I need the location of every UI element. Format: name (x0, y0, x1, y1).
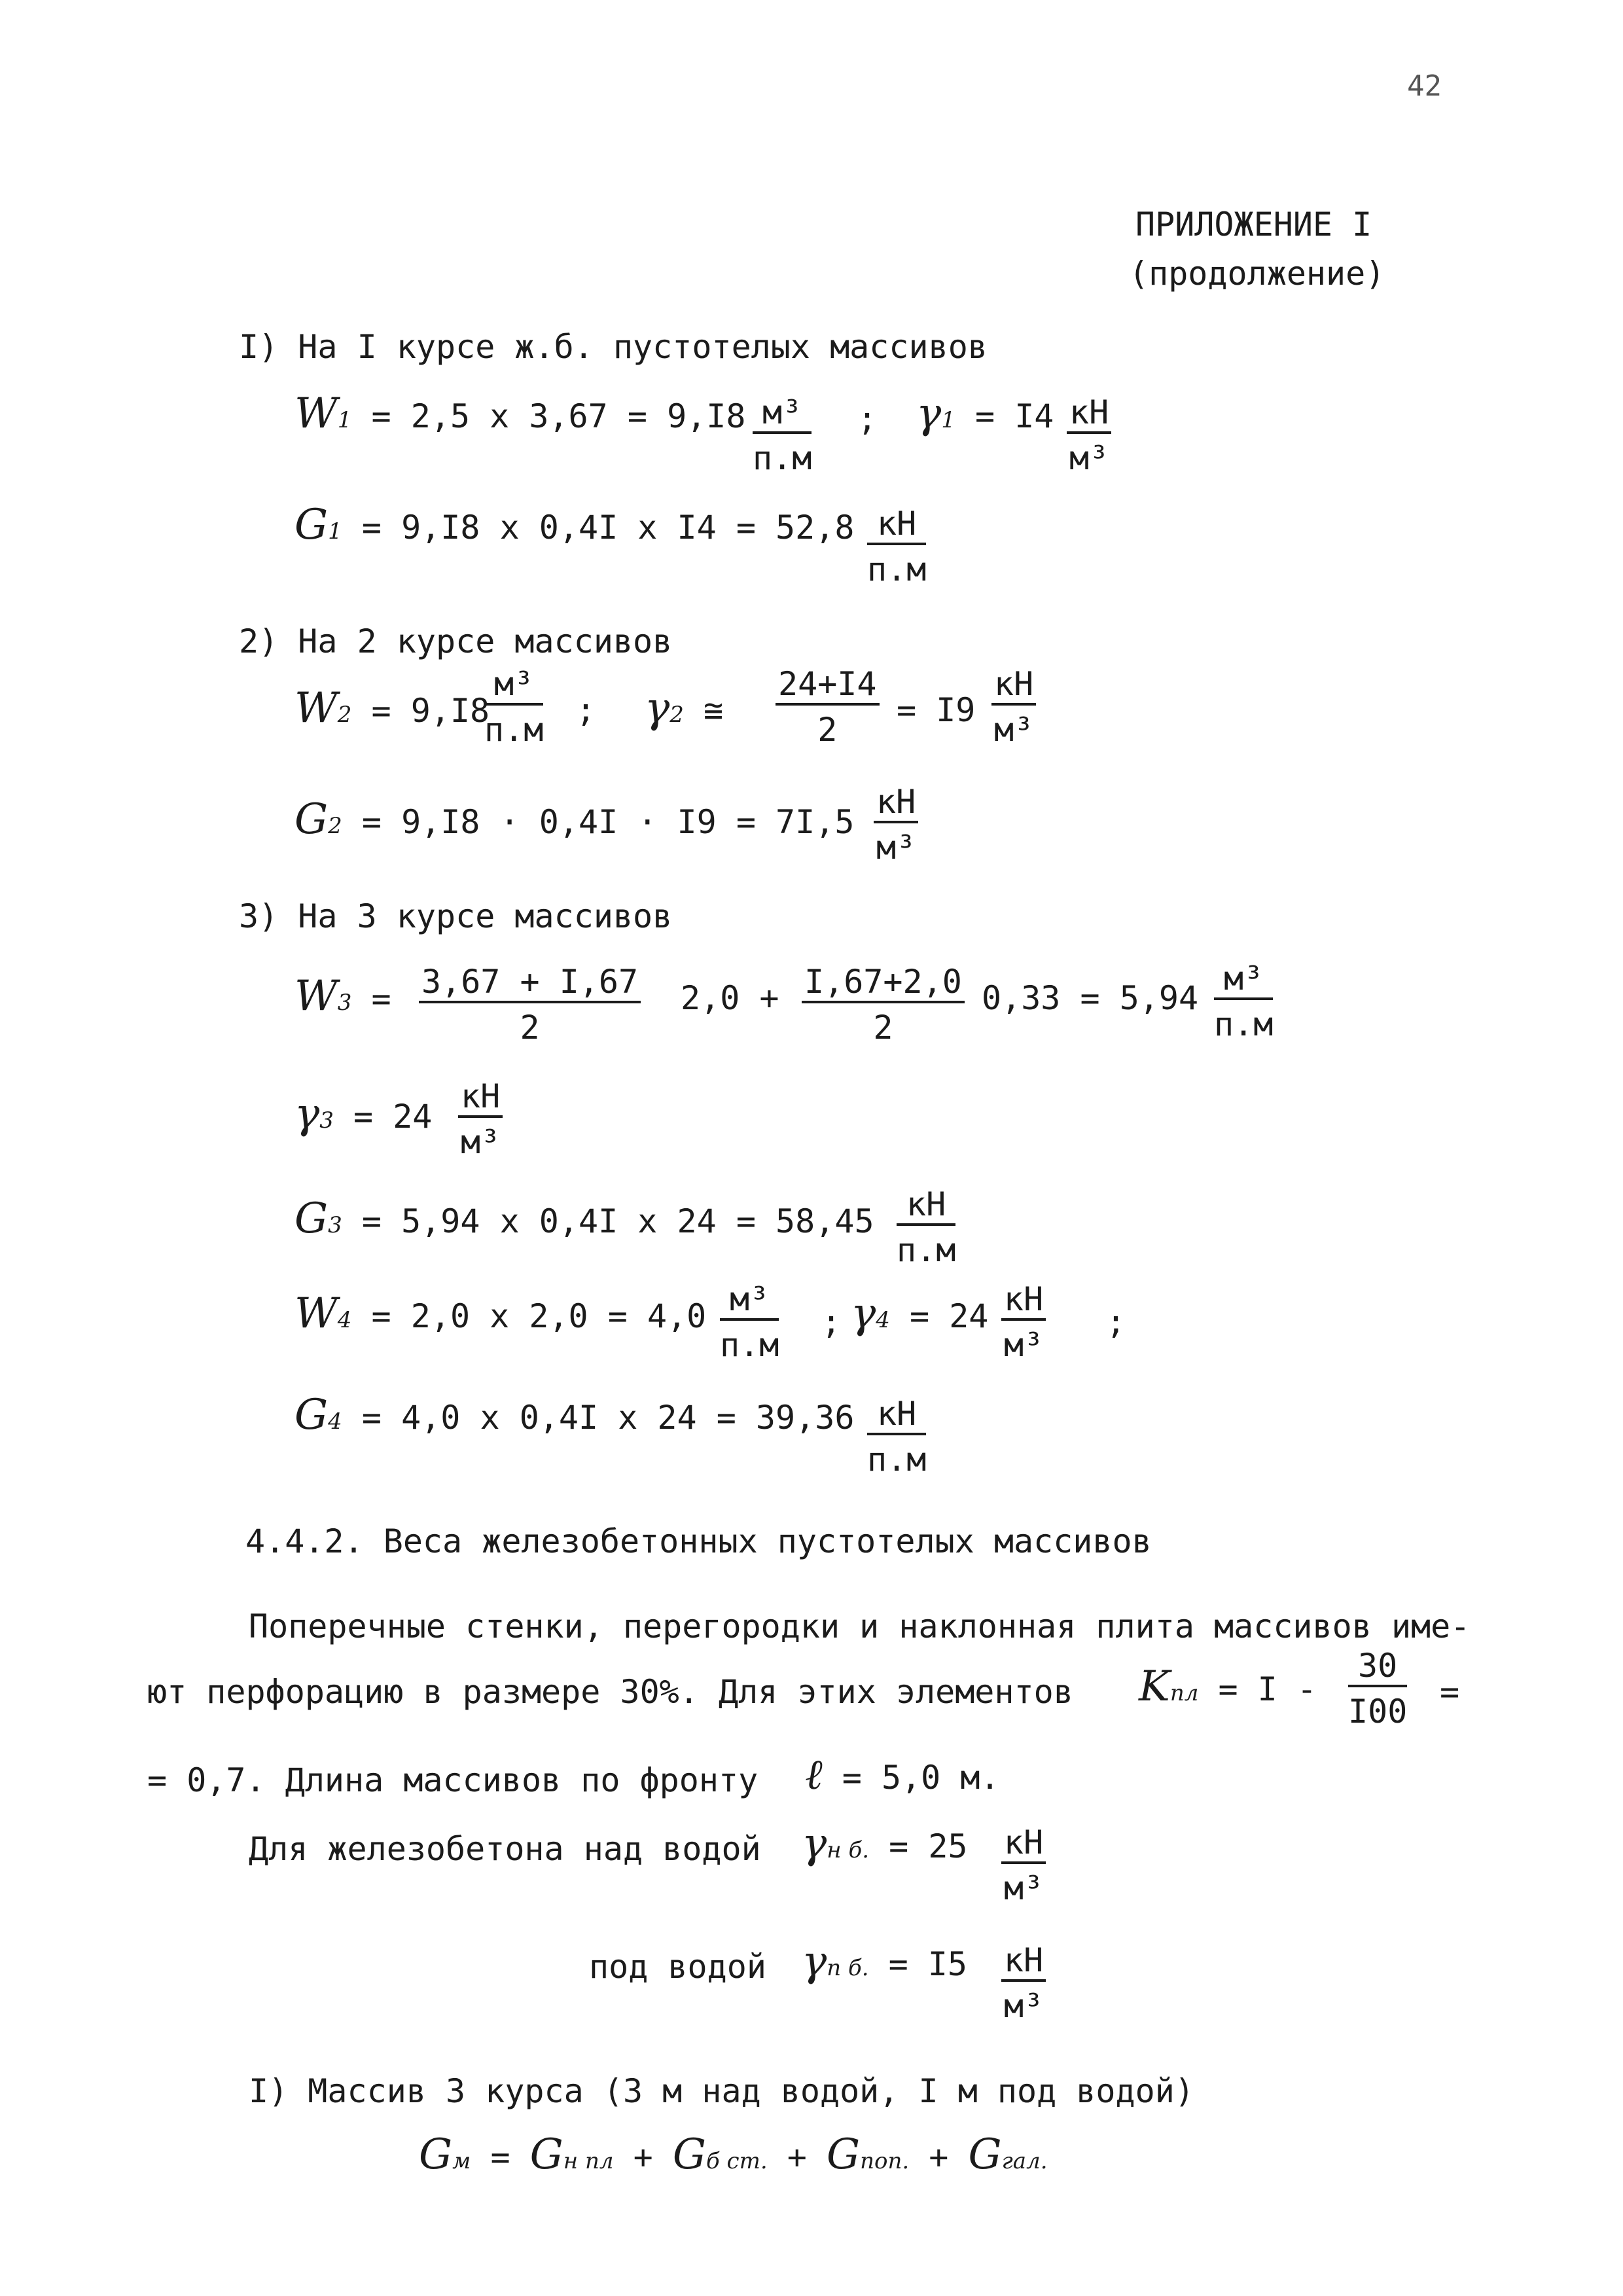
s1-gamma-unit (1067, 393, 1111, 477)
plus-sign: + (929, 2138, 949, 2176)
s1-title: I) На I курсе ж.б. пустотелых массивов (239, 328, 988, 366)
unit-denominator: м³ (461, 1123, 501, 1161)
s3-gamma4-unit (1001, 1280, 1046, 1364)
l-symbol: ℓ (805, 1751, 823, 1799)
gamma-symbol: γ (851, 1289, 876, 1338)
s3-w-unit (1214, 962, 1273, 1041)
unit-denominator: п.м (1214, 1005, 1274, 1043)
G-symbol: G (294, 1194, 329, 1243)
fraction-numerator: I,67+2,0 (802, 965, 965, 1003)
plus-sign: + (787, 2138, 807, 2176)
unit-denominator: м³ (1004, 1869, 1044, 1907)
above-water-label: Для железобетона над водой (249, 1830, 761, 1868)
s3-fraction-1 (419, 963, 641, 1047)
fraction-numerator: 30 (1348, 1649, 1407, 1687)
page-number: 42 (1407, 69, 1442, 103)
appendix-subtitle: (продолжение) (1129, 255, 1385, 293)
s3-w4-separator: ; (821, 1303, 842, 1341)
s2-gamma-unit (991, 665, 1036, 749)
w-expression: = 9,I8 (371, 692, 490, 730)
below-water-formula (802, 1937, 968, 1986)
G-subscript: 1 (328, 518, 342, 545)
w-subscript: 1 (337, 407, 352, 433)
unit-numerator: кН (867, 1397, 926, 1435)
gamma-subscript: п б. (827, 1955, 869, 1981)
plus-sign: + (633, 2138, 653, 2176)
fraction-numerator: 3,67 + I,67 (419, 965, 641, 1003)
unit-denominator: м³ (994, 711, 1034, 749)
G-subscript: 3 (328, 1212, 342, 1238)
k-formula (1139, 1662, 1317, 1711)
G-term-3-subscript: поп. (860, 2148, 910, 2174)
gamma-subscript: н б. (827, 1837, 870, 1863)
unit-denominator: п.м (720, 1326, 779, 1364)
s1-w-unit (753, 393, 812, 477)
gamma-symbol: γ (802, 1937, 827, 1986)
above-water-formula (802, 1820, 968, 1868)
s3-fraction-2 (802, 963, 965, 1047)
s3-term-1: 2,0 + (681, 979, 779, 1017)
k-tail: = (1440, 1673, 1460, 1711)
s3-w4-unit (720, 1280, 779, 1364)
unit-numerator: м³ (484, 668, 543, 706)
below-water-label: под водой (589, 1948, 766, 1986)
w-symbol: W (294, 684, 338, 732)
G-expression: = 5,94 x 0,4I x 24 = 58,45 (361, 1202, 874, 1240)
s2-gamma-symbol-group (645, 684, 724, 732)
s1-w-formula (294, 389, 746, 438)
unit-denominator: п.м (897, 1231, 956, 1269)
gamma-subscript: 4 (876, 1307, 890, 1333)
s3-G-formula (294, 1194, 874, 1243)
k-expression: = I - (1218, 1670, 1317, 1708)
approx-sign: ≅ (704, 692, 724, 730)
k-fraction (1348, 1647, 1408, 1731)
s3-G4-unit (867, 1395, 927, 1479)
gamma-symbol: γ (294, 1090, 320, 1138)
s3-gamma4-separator: ; (1106, 1303, 1126, 1341)
w-symbol: W (294, 389, 338, 438)
appendix-title: ПРИЛОЖЕНИЕ I (1135, 206, 1372, 243)
unit-numerator: м³ (753, 396, 812, 434)
s2-w-unit (484, 665, 544, 749)
fraction-denominator: I00 (1348, 1693, 1408, 1731)
fraction-numerator: 24+I4 (776, 668, 880, 706)
s3-gamma-unit (458, 1077, 503, 1161)
G-subscript: 2 (328, 813, 342, 839)
w-subscript: 2 (337, 702, 352, 728)
s1-G-unit (867, 507, 926, 586)
unit-denominator: м³ (1004, 1987, 1044, 2025)
gamma-subscript: 1 (941, 407, 955, 433)
s2-separator: ; (576, 691, 596, 729)
s1-gamma-formula (916, 389, 1054, 438)
G-term-1-subscript: н пл (563, 2148, 614, 2174)
fraction-denominator: 2 (520, 1009, 540, 1047)
gamma-symbol: γ (916, 389, 942, 438)
unit-numerator: кН (897, 1188, 955, 1226)
l-expression: = 5,0 м. (842, 1759, 1000, 1797)
w-symbol: W (294, 1289, 338, 1338)
s2-gamma-result: = I9 (897, 691, 976, 729)
G-term-4: G (968, 2130, 1002, 2179)
unit-denominator: п.м (753, 439, 812, 477)
gamma-expression: = 24 (353, 1098, 433, 1136)
unit-denominator: п.м (867, 1441, 927, 1479)
s2-G-unit (874, 783, 918, 867)
unit-numerator: кН (1001, 1826, 1046, 1864)
G-term-2-subscript: б ст. (705, 2148, 768, 2174)
unit-denominator: п.м (867, 550, 927, 588)
s3-gamma-formula (294, 1090, 433, 1138)
gamma-symbol: γ (802, 1820, 827, 1868)
s3-G4-formula (294, 1391, 855, 1439)
below-water-unit (1001, 1941, 1046, 2025)
s2-title: 2) На 2 курсе массивов (239, 622, 673, 660)
G-term-4-subscript: гал. (1001, 2148, 1048, 2174)
G-expression: = 9,I8 · 0,4I · I9 = 7I,5 (361, 803, 855, 841)
unit-numerator: кН (1001, 1944, 1046, 1982)
s3-gamma4-formula (851, 1289, 989, 1338)
G-symbol: G (294, 795, 329, 844)
w-subscript: 4 (337, 1307, 352, 1333)
fraction-denominator: 2 (817, 711, 838, 749)
unit-denominator: п.м (484, 711, 544, 749)
w-expression: = 2,0 x 2,0 = 4,0 (371, 1297, 707, 1335)
gamma-expression: = I4 (975, 397, 1054, 435)
w-symbol: W (294, 972, 338, 1020)
unit-denominator: м³ (1069, 439, 1109, 477)
equals-sign: = (490, 2138, 510, 2176)
G-subscript: м (452, 2148, 471, 2174)
G-expression: = 9,I8 x 0,4I x I4 = 52,8 (361, 509, 855, 547)
s3-G-unit (897, 1185, 956, 1269)
G-term-1: G (529, 2130, 563, 2179)
G-symbol: G (294, 501, 329, 549)
k-symbol: K (1139, 1662, 1170, 1711)
G-term-2: G (672, 2130, 706, 2179)
G-symbol: G (419, 2130, 453, 2179)
section-heading: 4.4.2. Веса железобетонных пустотелых массивов (245, 1522, 1152, 1560)
paragraph-line-2: ют перфорацию в размере 30%. Для этих элементов (147, 1673, 1073, 1711)
unit-denominator: м³ (1004, 1326, 1044, 1364)
unit-numerator: м³ (1214, 962, 1273, 1000)
G-symbol: G (294, 1391, 329, 1439)
w-subscript: 3 (337, 990, 352, 1016)
final-formula (419, 2130, 1048, 2179)
w-expression: = 2,5 x 3,67 = 9,I8 (371, 397, 746, 435)
s3-title: 3) На 3 курсе массивов (239, 897, 673, 935)
s1-G-formula (294, 501, 855, 549)
k-subscript: пл (1169, 1680, 1199, 1706)
s1-separator: ; (857, 400, 878, 438)
s3-w-symbol-group (294, 972, 391, 1020)
paragraph-line-1: Поперечные стенки, перегородки и наклонная плита массивов име- (249, 1607, 1471, 1645)
unit-numerator: кН (1001, 1283, 1046, 1321)
gamma-expression: = I5 (888, 1945, 968, 1983)
gamma-symbol: γ (645, 684, 670, 732)
gamma-expression: = 24 (910, 1297, 989, 1335)
G-term-3: G (826, 2130, 861, 2179)
s2-w-formula (294, 684, 490, 732)
G-expression: = 4,0 x 0,4I x 24 = 39,36 (361, 1399, 855, 1437)
unit-numerator: кН (991, 668, 1036, 706)
s3-w4-formula (294, 1289, 707, 1338)
equals-sign: = (371, 980, 391, 1018)
gamma-expression: = 25 (889, 1827, 968, 1865)
s3-term-2: 0,33 = 5,94 (982, 979, 1199, 1017)
G-subscript: 4 (328, 1408, 342, 1435)
unit-numerator: м³ (720, 1283, 779, 1321)
gamma-subscript: 3 (319, 1107, 334, 1134)
paragraph-line-3: = 0,7. Длина массивов по фронту (147, 1761, 758, 1799)
item-1: I) Массив 3 курса (3 м над водой, I м под водой) (249, 2072, 1194, 2110)
unit-numerator: кН (1067, 396, 1111, 434)
unit-numerator: кН (874, 785, 918, 823)
gamma-subscript: 2 (669, 702, 684, 728)
above-water-unit (1001, 1823, 1046, 1907)
unit-denominator: м³ (876, 829, 916, 867)
length-formula (805, 1751, 1000, 1799)
fraction-denominator: 2 (873, 1009, 893, 1047)
s2-G-formula (294, 795, 855, 844)
s2-gamma-fraction (776, 665, 880, 749)
unit-numerator: кН (867, 507, 926, 545)
unit-numerator: кН (458, 1080, 503, 1118)
